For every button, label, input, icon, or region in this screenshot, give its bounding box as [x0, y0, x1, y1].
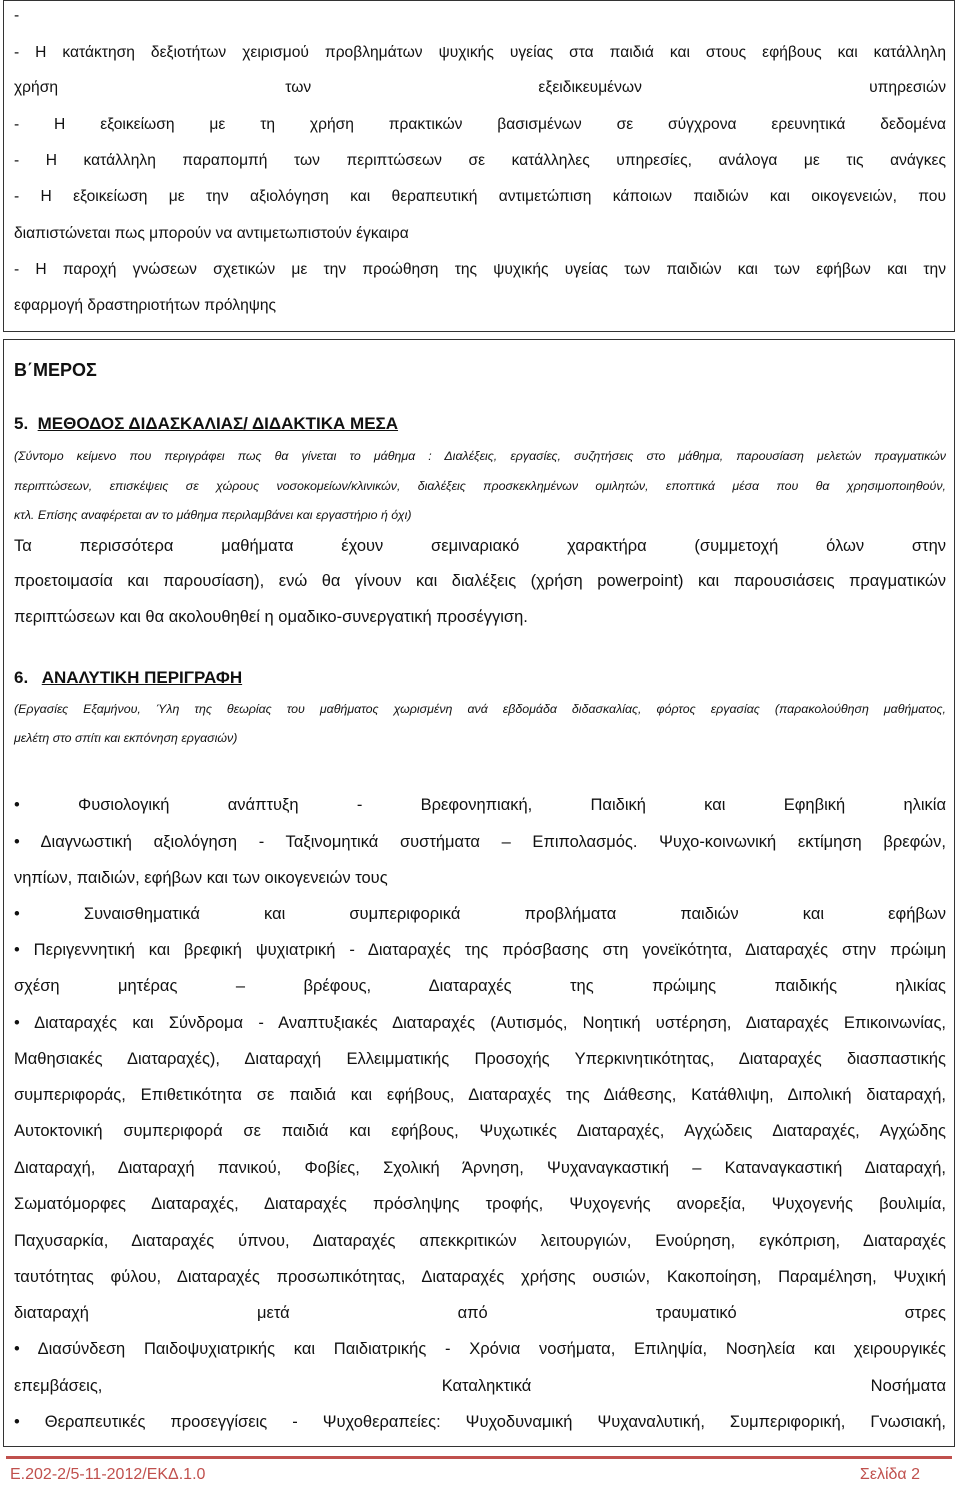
bullet-line: • Διαγνωστική αξιολόγηση - Ταξινομητικά συστήματα – Επιπολασμός. Ψυχο-κοινωνική εκτίμηση βρεφών, — [14, 833, 946, 851]
section-6-note: (Εργασίες Εξαμήνου, Ύλη της θεωρίας του μαθήματος χωρισμένη ανά εβδομάδα διδασκαλίας, φόρτος εργασίας (παρακολούθηση μαθήματος, — [14, 702, 946, 716]
section-5-heading — [14, 414, 946, 434]
footer-page-number: Σελίδα 2 — [859, 1466, 920, 1483]
bullet-line: Αυτοκτονική συμπεριφορά σε παιδιά και εφήβους, Ψυχωτικές Διαταραχές, Αγχώδεις Διαταραχές, Αγχώδης — [14, 1122, 946, 1140]
bullet-line: συμπεριφοράς, Επιθετικότητα σε παιδιά και εφήβους, Διαταραχές της Διάθεσης, Κατάθλιψη, Διπολική διαταραχή, — [14, 1086, 946, 1104]
bullet-line: Παχυσαρκία, Διαταραχές ύπνου, Διαταραχές απεκκριτικών λειτουργιών, Ενούρηση, εγκόπριση, Διαταραχές — [14, 1232, 946, 1250]
bullet-line: ταυτότητας φύλου, Διαταραχές προσωπικότητας, Διαταραχές χρήσης ουσιών, Κακοποίηση, Παραμέληση, Ψυχική — [14, 1268, 946, 1286]
text-line: - Η κατάκτηση δεξιοτήτων χειρισμού προβλημάτων ψυχικής υγείας στα παιδιά και στους εφήβους και κατάλληλη — [14, 44, 946, 61]
bullet-line: Μαθησιακές Διαταραχές), Διαταραχή Ελλειμματικής Προσοχής Υπερκινητικότητας, Διαταραχές διασπαστικής — [14, 1050, 946, 1068]
text-line: - Η εξοικείωση με την αξιολόγηση και θεραπευτική αντιμετώπιση κάποιων παιδιών και οικογενειών, που — [14, 188, 946, 205]
text-line: διαπιστώνεται πως μπορούν να αντιμετωπιστούν έγκαιρα — [14, 225, 409, 242]
section-5-body: Τα περισσότερα μαθήματα έχουν σεμιναριακό χαρακτήρα (συμμετοχή όλων στην — [14, 537, 946, 555]
bullet-line: • Φυσιολογική ανάπτυξη - Βρεφονηπιακή, Παιδική και Εφηβική ηλικία — [14, 796, 946, 814]
section-6-title: ΑΝΑΛΥΤΙΚΗ ΠΕΡΙΓΡΑΦΗ — [41, 668, 243, 687]
section-5-note: (Σύντομο κείμενο που περιγράφει πως θα γίνεται το μάθημα : Διαλέξεις, εργασίες, συζητήσεις στο μάθημα, παρουσίαση μελετών πραγματικών — [14, 449, 946, 463]
section-6-heading — [14, 668, 946, 688]
bullet-line: διαταραχή μετά από τραυματικό στρες — [14, 1304, 946, 1322]
text-line: - — [14, 7, 20, 24]
footer-rule — [6, 1456, 952, 1459]
bullet-line: σχέση μητέρας – βρέφους, Διαταραχές της πρώιμης παιδικής ηλικίας — [14, 977, 946, 995]
section-5-body: προετοιμασία και παρουσίαση), ενώ θα γίνουν και διαλέξεις (χρήση powerpoint) και παρουσιάσεις πραγματικών — [14, 572, 946, 590]
text-line: - Η εξοικείωση με τη χρήση πρακτικών βασισμένων σε σύγχρονα ερευνητικά δεδομένα — [14, 116, 946, 133]
bullet-line: νηπίων, παιδιών, εφήβων και των οικογενειών τους — [14, 869, 388, 887]
bullet-line: • Συναισθηματικά και συμπεριφορικά προβλήματα παιδιών και εφήβων — [14, 905, 946, 923]
text-line: - Η κατάλληλη παραπομπή των περιπτώσεων σε κατάλληλες υπηρεσίες, ανάλογα με τις ανάγκες — [14, 152, 946, 169]
section-6-number: 6. — [14, 668, 29, 687]
text-line: - Η παροχή γνώσεων σχετικών με την προώθηση της ψυχικής υγείας των παιδιών και των εφήβων και την — [14, 261, 946, 278]
bullet-line: Σωματόμορφες Διαταραχές, Διαταραχές πρόσληψης τροφής, Ψυχογενής ανορεξία, Ψυχογενής βουλιμία, — [14, 1195, 946, 1213]
section-6-note: μελέτη στο σπίτι και εκπόνηση εργασιών) — [14, 731, 238, 745]
bullet-line: • Περιγεννητική και βρεφική ψυχιατρική - Διαταραχές της πρόσβασης στη γονεϊκότητα, Διαταραχές στην πρώιμη — [14, 941, 946, 959]
bullet-line: • Διαταραχές και Σύνδρομα - Αναπτυξιακές Διαταραχές (Αυτισμός, Νοητική υστέρηση, Διαταραχές Επικοινωνίας, — [14, 1014, 946, 1032]
text-line: εφαρμογή δραστηριοτήτων πρόληψης — [14, 297, 277, 314]
section-5-note: κτλ. Επίσης αναφέρεται αν το μάθημα περιλαμβάνει και εργαστήριο ή όχι) — [14, 508, 412, 522]
bullet-line: • Διασύνδεση Παιδοψυχιατρικής και Παιδιατρικής - Χρόνια νοσήματα, Επιληψία, Νοσηλεία και χειρουργικές — [14, 1340, 946, 1358]
section-5-number: 5. — [14, 414, 29, 433]
part-b-heading: Β΄ΜΕΡΟΣ — [14, 360, 97, 380]
bullet-line: • Θεραπευτικές προσεγγίσεις - Ψυχοθεραπείες: Ψυχοδυναμική Ψυχαναλυτική, Συμπεριφορική, Γνωσιακή, — [14, 1413, 946, 1431]
text-line: χρήση των εξειδικευμένων υπηρεσιών — [14, 79, 946, 96]
footer-document-code: Ε.202-2/5-11-2012/ΕΚΔ.1.0 — [10, 1466, 206, 1483]
bullet-line: επεμβάσεις, Καταληκτικά Νοσήματα — [14, 1377, 946, 1395]
section-5-body: περιπτώσεων και θα ακολουθηθεί η ομαδικο-συνεργατική προσέγγιση. — [14, 608, 528, 626]
section-5-title: ΜΕΘΟΔΟΣ ΔΙΔΑΣΚΑΛΙΑΣ/ ΔΙΔΑΚΤΙΚΑ ΜΕΣΑ — [37, 414, 399, 433]
section-5-note: περιπτώσεων, επισκέψεις σε χώρους νοσοκομείων/κλινικών, διαλέξεις προσκεκλημένων ομιλητών, εποπτικά μέσα που θα χρησιμοποιηθούν, — [14, 479, 946, 493]
bullet-line: Διαταραχή, Διαταραχή πανικού, Φοβίες, Σχολική Άρνηση, Ψυχαναγκαστική – Καταναγκαστική Διαταραχή, — [14, 1159, 946, 1177]
